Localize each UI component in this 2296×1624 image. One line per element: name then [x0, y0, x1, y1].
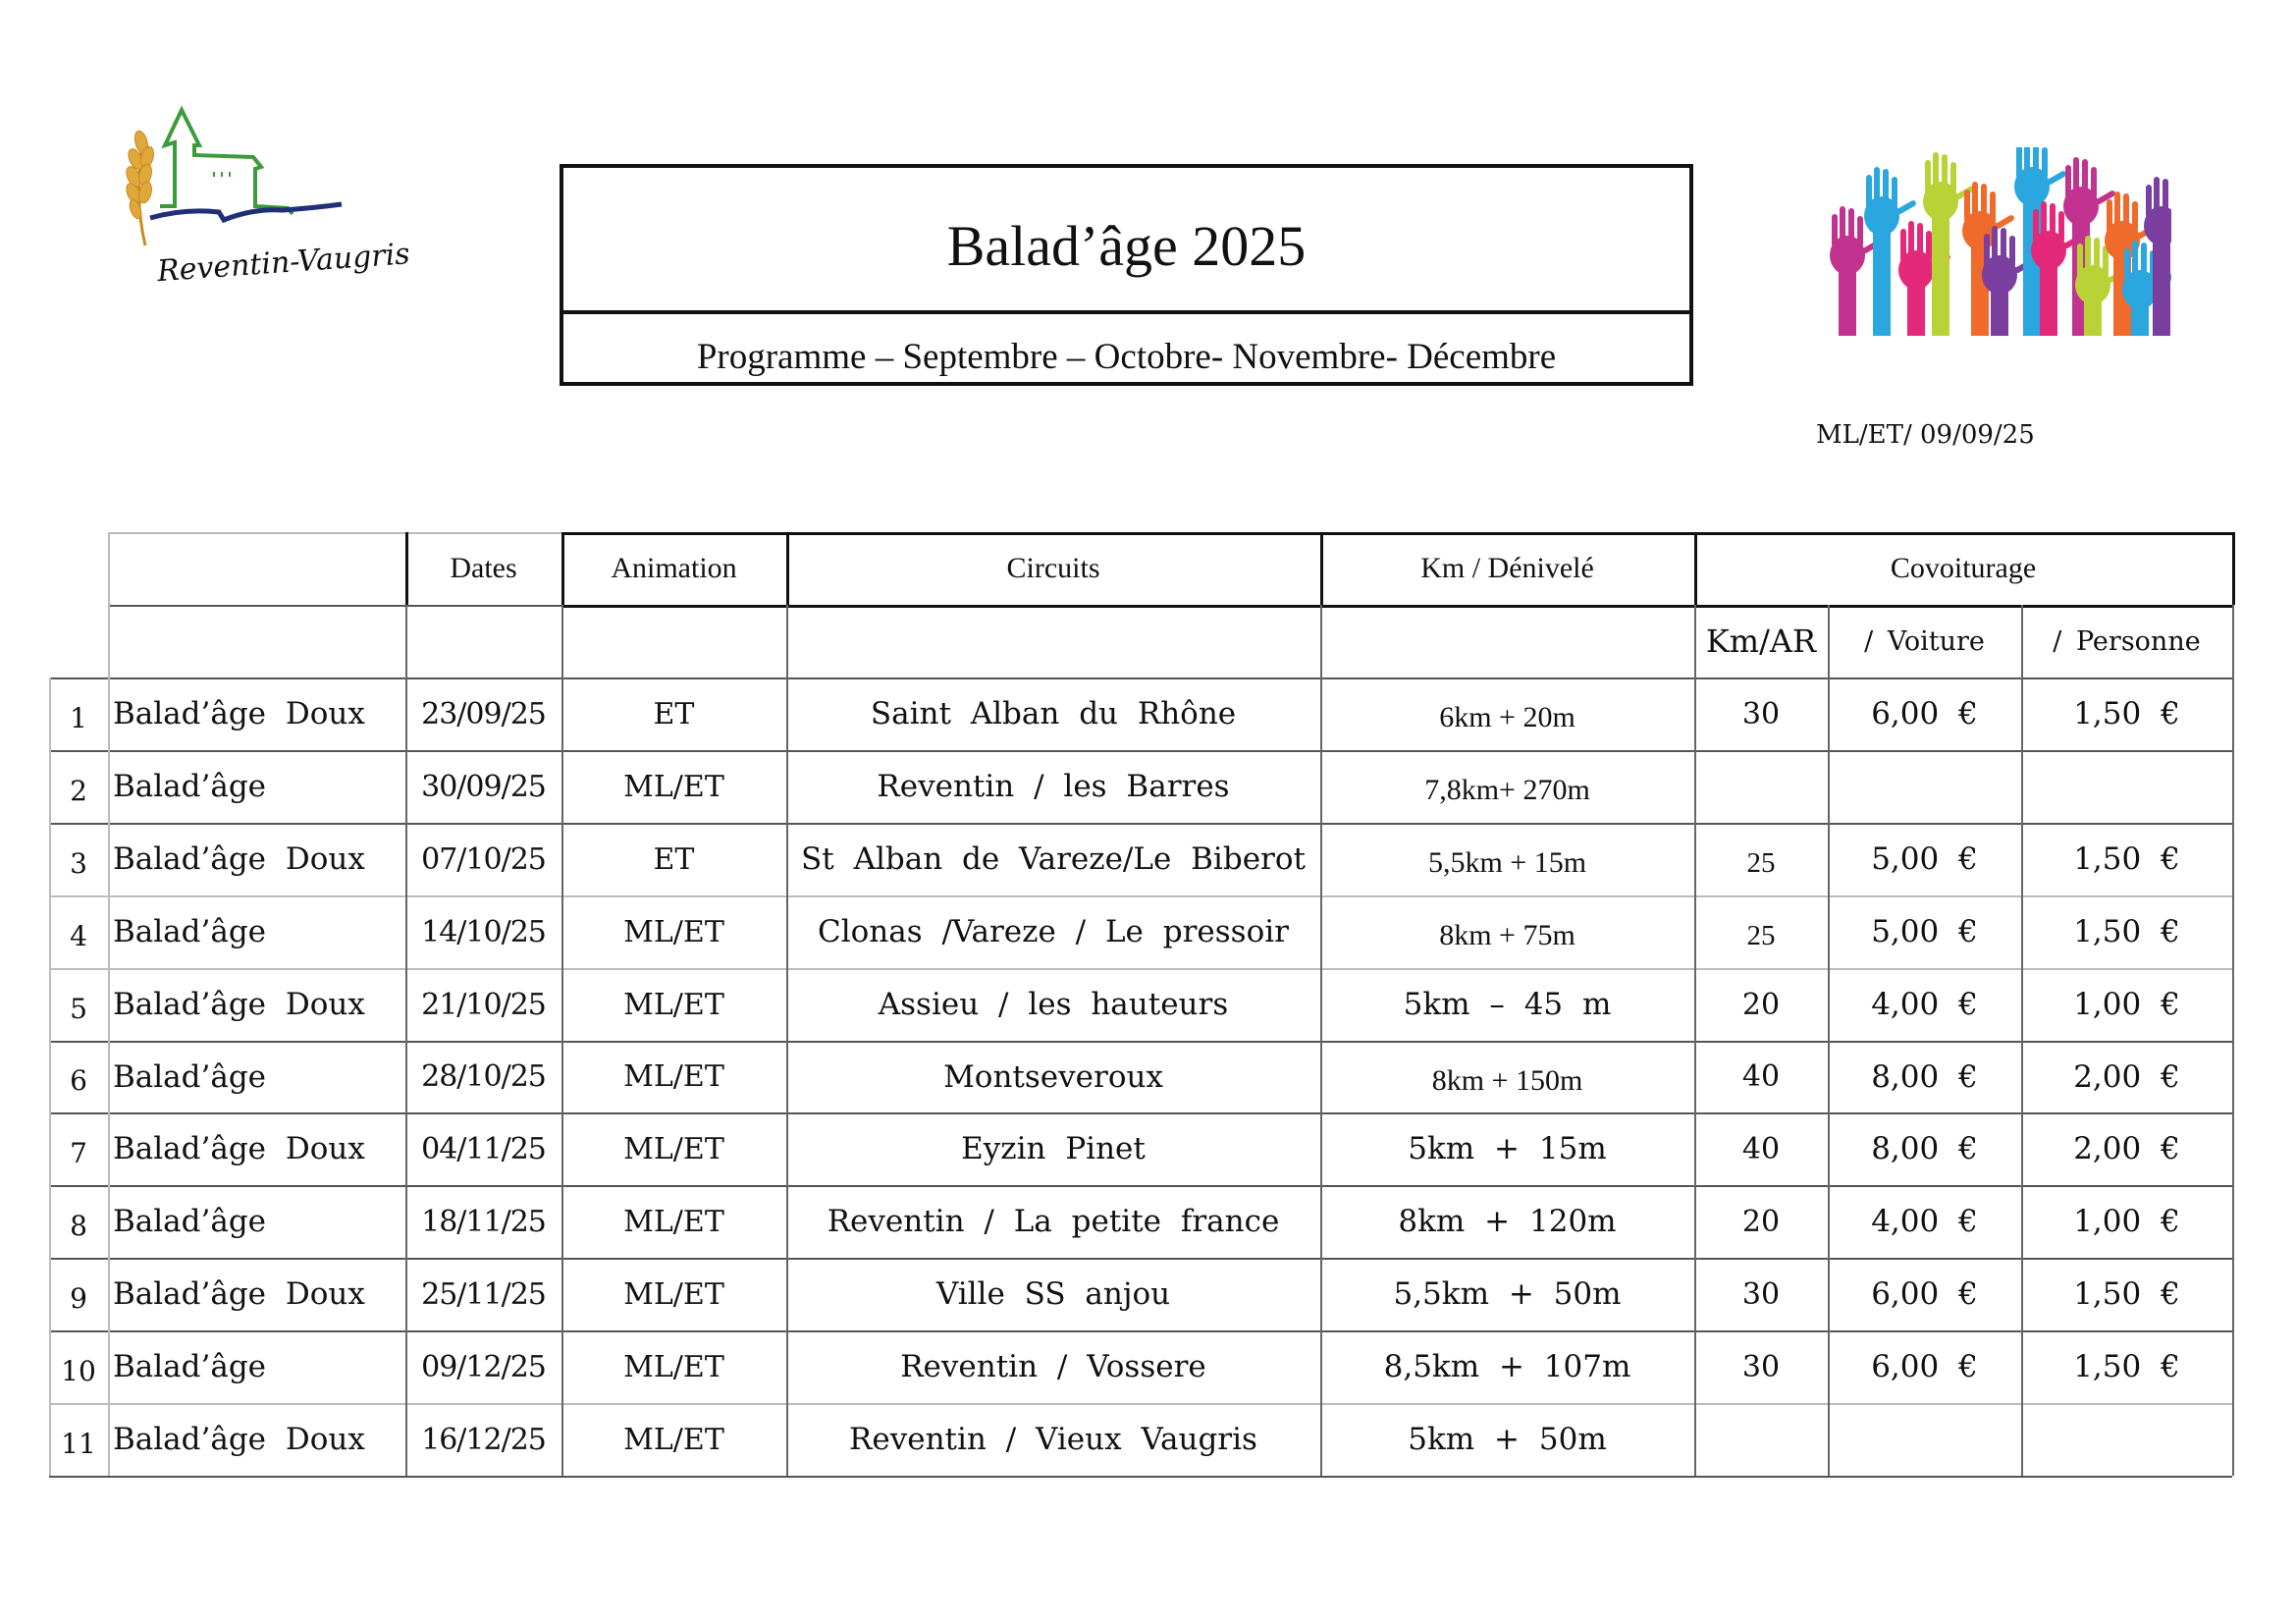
row-km-denivele: 5km + 50m: [1408, 1422, 1607, 1457]
row-animation: ML/ET: [623, 1059, 724, 1094]
row-circuit: Eyzin Pinet: [961, 1131, 1146, 1166]
row-date: 04/11/25: [421, 1131, 546, 1166]
row-number: 4: [70, 919, 87, 952]
row-number: 1: [70, 701, 87, 734]
row-price-voiture: 5,00 €: [1871, 841, 1978, 877]
row-circuit: Reventin / Vossere: [900, 1349, 1206, 1384]
row-km-ar: [1694, 1403, 1828, 1476]
logo-script-text: Reventin-Vaugris: [155, 237, 411, 290]
row-number: 10: [61, 1354, 96, 1387]
row-number: 7: [70, 1136, 87, 1169]
table-right-border: [2232, 532, 2235, 605]
table-right-border: [2232, 605, 2234, 1476]
header-animation: Animation: [611, 552, 737, 584]
row-circuit: Reventin / Vieux Vaugris: [849, 1422, 1257, 1457]
row-type: Balad’âge: [113, 914, 267, 949]
row-number: 11: [61, 1427, 96, 1460]
row-number: 3: [70, 846, 87, 880]
row-km-ar: 30: [1741, 696, 1781, 731]
row-animation: ML/ET: [623, 914, 724, 949]
row-km-ar: 25: [1746, 919, 1776, 951]
header-km-ar: Km/AR: [1705, 623, 1817, 660]
page-subtitle: Programme – Septembre – Octobre- Novembre- Décembre: [696, 337, 1557, 377]
header-divider-left: [108, 605, 561, 607]
row-number: 8: [70, 1209, 87, 1242]
row-price-voiture: 5,00 €: [1871, 914, 1978, 949]
row-date: 23/09/25: [421, 696, 546, 731]
row-date: 25/11/25: [421, 1276, 546, 1312]
row-type: Balad’âge Doux: [113, 1131, 365, 1166]
river-icon: [150, 204, 342, 220]
row-type: Balad’âge Doux: [113, 696, 365, 731]
row-price-voiture: [1828, 1403, 2021, 1476]
row-km-denivele: 8km + 150m: [1431, 1063, 1583, 1097]
header-voiture: / Voiture: [1864, 625, 1985, 657]
row-price-voiture: [1828, 750, 2021, 823]
row-animation: ET: [653, 841, 695, 877]
row-km-denivele: 5km + 15m: [1408, 1131, 1607, 1166]
row-type: Balad’âge: [113, 1204, 267, 1239]
reference-date: ML/ET/ 09/09/25: [1816, 420, 2035, 450]
row-km-ar: 30: [1741, 1276, 1781, 1312]
row-animation: ML/ET: [623, 1276, 724, 1312]
row-date: 18/11/25: [421, 1204, 546, 1239]
row-animation: ML/ET: [623, 987, 724, 1022]
row-km-ar: 30: [1741, 1349, 1781, 1384]
row-km-denivele: 8km + 120m: [1398, 1204, 1617, 1239]
row-number: 6: [70, 1064, 87, 1097]
row-km-denivele: 8,5km + 107m: [1383, 1349, 1631, 1384]
header-km-denivele: Km / Dénivelé: [1420, 552, 1594, 584]
row-type: Balad’âge: [113, 769, 267, 804]
row-type: Balad’âge Doux: [113, 841, 365, 877]
row-date: 30/09/25: [421, 769, 546, 804]
row-km-ar: 25: [1746, 846, 1776, 879]
row-number: 2: [70, 774, 87, 807]
row-date: 07/10/25: [421, 841, 546, 877]
title-box: [560, 164, 1693, 386]
header-circuits: Circuits: [1006, 552, 1100, 584]
row-price-personne: 1,50 €: [2073, 1349, 2180, 1384]
row-date: 28/10/25: [421, 1059, 546, 1094]
row-type: Balad’âge: [113, 1058, 267, 1095]
row-price-personne: [2021, 750, 2232, 823]
row-type: Balad’âge Doux: [113, 987, 365, 1022]
row-price-voiture: 4,00 €: [1871, 987, 1978, 1022]
row-circuit: Reventin / les Barres: [877, 769, 1230, 804]
row-price-personne: 1,50 €: [2073, 696, 2180, 731]
row-price-personne: 1,00 €: [2073, 987, 2180, 1022]
row-animation: ET: [653, 696, 695, 731]
row-price-personne: [2021, 1403, 2232, 1476]
row-price-voiture: 8,00 €: [1871, 1131, 1978, 1166]
raised-hands-icon: [1828, 147, 2171, 336]
header-personne: / Personne: [2053, 625, 2201, 657]
row-animation: ML/ET: [623, 1204, 724, 1239]
reventin-vaugris-logo: [106, 98, 432, 295]
row-km-denivele: 5,5km + 15m: [1427, 846, 1587, 879]
row-type: Balad’âge: [113, 1349, 267, 1384]
row-price-personne: 2,00 €: [2073, 1058, 2180, 1095]
row-circuit: Ville SS anjou: [935, 1276, 1171, 1312]
column-divider: [108, 532, 110, 1476]
row-divider: [49, 1476, 2232, 1478]
row-animation: ML/ET: [623, 1422, 724, 1457]
page-title: Balad’âge 2025: [563, 168, 1689, 314]
row-circuit: Saint Alban du Rhône: [870, 696, 1237, 731]
row-price-personne: 1,50 €: [2073, 841, 2180, 877]
row-price-voiture: 8,00 €: [1871, 1058, 1978, 1095]
row-date: 16/12/25: [421, 1422, 546, 1457]
row-km-denivele: 7,8km+ 270m: [1424, 774, 1590, 806]
row-price-personne: 2,00 €: [2073, 1131, 2180, 1166]
row-type: Balad’âge Doux: [113, 1276, 365, 1312]
row-km-ar: 40: [1741, 1059, 1781, 1094]
row-animation: ML/ET: [623, 1349, 724, 1384]
wheat-icon: [124, 130, 156, 245]
header-dates: Dates: [450, 552, 517, 584]
row-km-ar: 40: [1741, 1131, 1781, 1166]
row-date: 21/10/25: [421, 987, 546, 1022]
row-price-voiture: 6,00 €: [1871, 1276, 1978, 1312]
header-covoiturage: Covoiturage: [1890, 552, 2037, 584]
row-circuit: Montseveroux: [943, 1058, 1163, 1095]
row-km-denivele: 5km – 45 m: [1403, 987, 1612, 1022]
row-km-ar: [1694, 750, 1828, 823]
row-price-personne: 1,50 €: [2073, 914, 2180, 949]
row-km-denivele: 5,5km + 50m: [1393, 1276, 1622, 1312]
row-km-ar: 20: [1741, 1204, 1781, 1239]
row-number: 5: [70, 992, 87, 1025]
row-price-personne: 1,00 €: [2073, 1204, 2180, 1239]
row-number: 9: [70, 1281, 87, 1315]
row-circuit: Assieu / les hauteurs: [878, 987, 1229, 1022]
row-price-voiture: 6,00 €: [1871, 1349, 1978, 1384]
row-type: Balad’âge Doux: [113, 1422, 365, 1457]
row-animation: ML/ET: [623, 769, 724, 804]
row-price-personne: 1,50 €: [2073, 1276, 2180, 1312]
row-km-denivele: 8km + 75m: [1439, 919, 1575, 951]
row-date: 14/10/25: [421, 914, 546, 949]
row-circuit: St Alban de Vareze/Le Biberot: [801, 841, 1306, 877]
row-km-ar: 20: [1741, 987, 1781, 1022]
row-circuit: Reventin / La petite france: [827, 1204, 1280, 1239]
row-price-voiture: 6,00 €: [1871, 696, 1978, 731]
row-circuit: Clonas /Vareze / Le pressoir: [818, 914, 1289, 949]
row-price-voiture: 4,00 €: [1871, 1204, 1978, 1239]
row-km-denivele: 6km + 20m: [1439, 701, 1575, 733]
row-animation: ML/ET: [623, 1131, 724, 1166]
church-icon: [160, 110, 293, 214]
row-date: 09/12/25: [421, 1349, 546, 1384]
